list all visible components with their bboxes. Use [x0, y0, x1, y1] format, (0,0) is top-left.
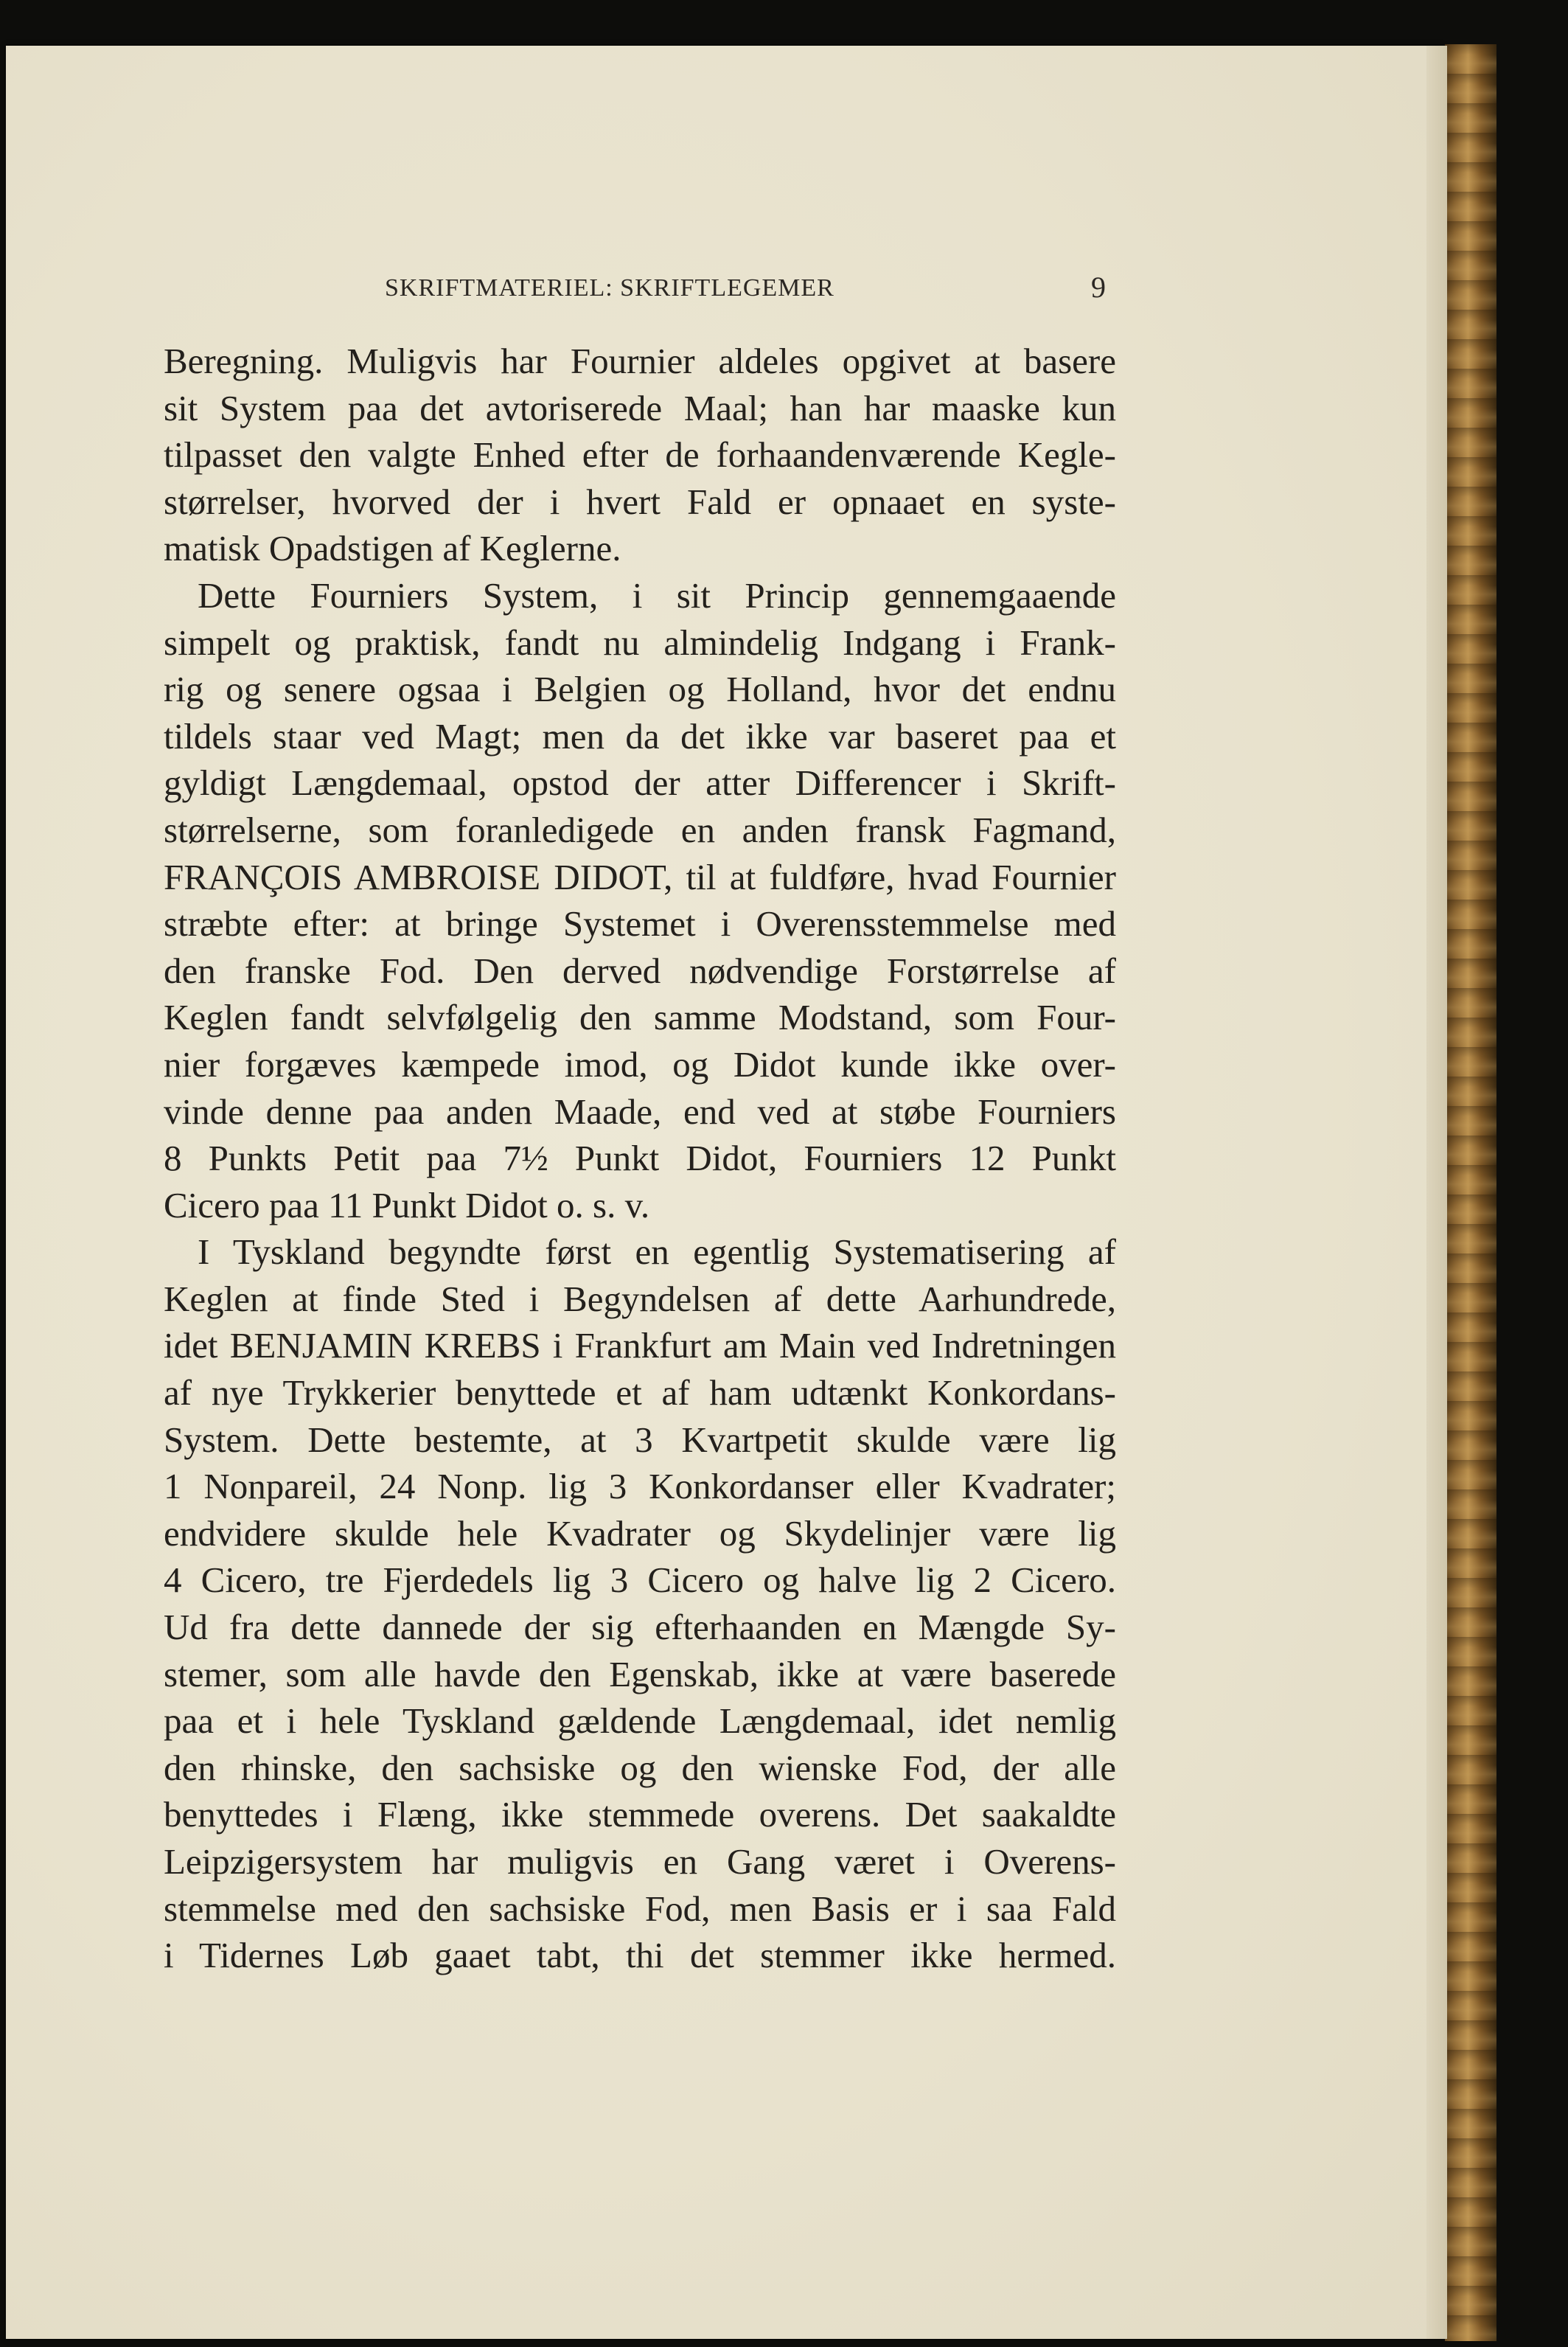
text-line: Keglen fandt selvfølgelig den samme Modstand, som Four-	[164, 997, 1116, 1038]
text-line: paa et i hele Tyskland gældende Længdemaal, idet nemlig	[164, 1700, 1116, 1742]
text-line: System. Dette bestemte, at 3 Kvartpetit skulde være lig	[164, 1419, 1116, 1460]
text-line: den rhinske, den sachsiske og den wienske Fod, der alle	[164, 1747, 1116, 1788]
text-line: matisk Opadstigen af Keglerne.	[164, 528, 621, 569]
text-line: tilpasset den valgte Enhed efter de forhaandenværende Kegle-	[164, 434, 1116, 476]
text-line: den franske Fod. Den derved nødvendige Forstørrelse af	[164, 950, 1116, 991]
running-head: SKRIFTMATERIEL: SKRIFTLEGEMER	[385, 274, 834, 302]
text-line: Dette Fourniers System, i sit Princip gennemgaaende	[198, 574, 1116, 616]
text-line: 1 Nonpareil, 24 Nonp. lig 3 Konkordanser eller Kvadrater;	[164, 1466, 1116, 1507]
text-line: idet BENJAMIN KREBS i Frankfurt am Main ved Indretningen	[164, 1325, 1116, 1366]
text-line: endvidere skulde hele Kvadrater og Skydelinjer være lig	[164, 1512, 1116, 1554]
text-line: FRANÇOIS AMBROISE DIDOT, til at fuldføre, hvad Fournier	[164, 856, 1116, 897]
text-line: tildels staar ved Magt; men da det ikke var baseret paa et	[164, 715, 1116, 757]
text-line: stemmelse med den sachsiske Fod, men Basis er i saa Fald	[164, 1888, 1116, 1929]
text-line: størrelserne, som foranledigede en anden fransk Fagmand,	[164, 809, 1116, 850]
text-line: 8 Punkts Petit paa 7½ Punkt Didot, Fourniers 12 Punkt	[164, 1138, 1116, 1179]
text-line: 4 Cicero, tre Fjerdedels lig 3 Cicero og halve lig 2 Cicero.	[164, 1560, 1116, 1601]
page-number: 9	[1091, 271, 1106, 304]
text-line: Keglen at finde Sted i Begyndelsen af dette Aarhundrede,	[164, 1278, 1116, 1319]
text-line: af nye Trykkerier benyttede et af ham udtænkt Konkordans-	[164, 1372, 1116, 1414]
text-line: vinde denne paa anden Maade, end ved at støbe Fourniers	[164, 1091, 1116, 1132]
text-line: Cicero paa 11 Punkt Didot o. s. v.	[164, 1184, 650, 1225]
text-line: stræbte efter: at bringe Systemet i Overensstemmelse med	[164, 903, 1116, 945]
text-line: stemer, som alle havde den Egenskab, ikke at være baserede	[164, 1653, 1116, 1694]
text-line: sit System paa det avtoriserede Maal; han har maaske kun	[164, 387, 1116, 428]
text-line: benyttedes i Flæng, ikke stemmede overens. Det saakaldte	[164, 1794, 1116, 1835]
text-line: Leipzigersystem har muligvis en Gang været i Overens-	[164, 1841, 1116, 1882]
book-spine	[1445, 44, 1496, 2341]
text-line: Ud fra dette dannede der sig efterhaanden en Mængde Sy-	[164, 1607, 1116, 1648]
text-line: I Tyskland begyndte først en egentlig Systematisering af	[198, 1231, 1116, 1273]
text-line: i Tidernes Løb gaaet tabt, thi det stemmer ikke hermed.	[164, 1935, 1116, 1976]
text-line: størrelser, hvorved der i hvert Fald er opnaaet en syste-	[164, 481, 1116, 522]
body-text	[164, 338, 1116, 1979]
text-line: rig og senere ogsaa i Belgien og Holland, hvor det endnu	[164, 669, 1116, 710]
text-line: nier forgæves kæmpede imod, og Didot kunde ikke over-	[164, 1043, 1116, 1085]
spine-texture	[1445, 44, 1496, 2341]
text-line: gyldigt Længdemaal, opstod der atter Differencer i Skrift-	[164, 762, 1116, 804]
text-line: simpelt og praktisk, fandt nu almindelig Indgang i Frank-	[164, 622, 1116, 663]
text-line: Beregning. Muligvis har Fournier aldeles opgivet at basere	[164, 341, 1116, 381]
page-edge	[1426, 46, 1447, 2339]
